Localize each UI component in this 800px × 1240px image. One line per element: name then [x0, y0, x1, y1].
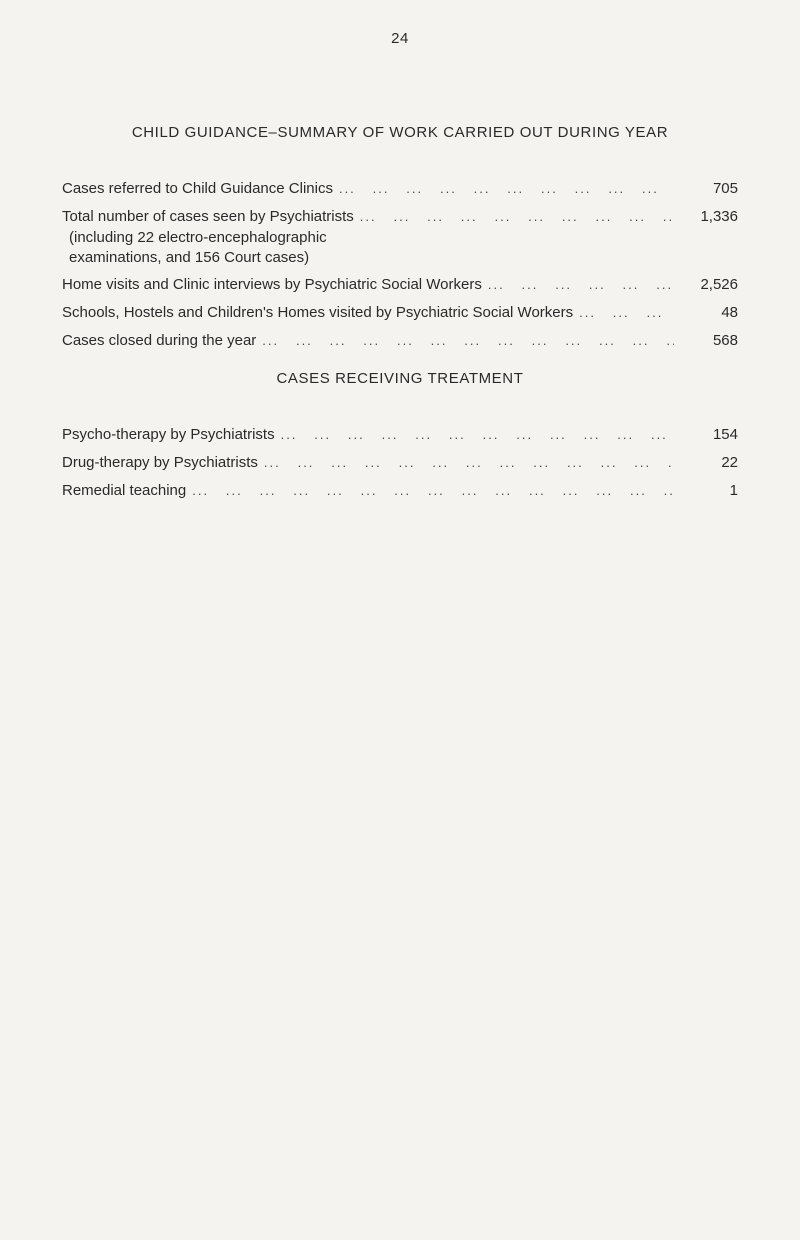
- row-label: Psycho-therapy by Psychiatrists: [62, 426, 275, 443]
- treatment-heading: CASES RECEIVING TREATMENT: [276, 370, 524, 387]
- row-label: Cases referred to Child Guidance Clinics: [62, 180, 333, 197]
- table-row: [62, 424, 738, 446]
- table-row: [62, 480, 738, 502]
- row-value: 154: [712, 426, 738, 443]
- row-value: 48: [721, 304, 738, 321]
- dot-leader: [281, 424, 674, 446]
- row-label: Total number of cases seen by Psychiatrists: [62, 208, 354, 225]
- dot-leader: [360, 206, 674, 228]
- row-value: 1,336: [700, 208, 738, 225]
- table-row: [62, 178, 738, 200]
- row-note-line: examinations, and 156 Court cases): [69, 249, 310, 266]
- row-value: 2,526: [700, 276, 738, 293]
- dot-leader: [488, 274, 674, 296]
- table-row: [62, 330, 738, 352]
- row-label: Remedial teaching: [62, 482, 187, 499]
- dot-leader: [264, 452, 674, 474]
- row-label: Schools, Hostels and Children's Homes visited by Psychiatric Social Workers: [62, 304, 574, 321]
- dot-leader: [192, 480, 674, 502]
- table-row: [62, 302, 738, 324]
- row-value: 22: [721, 454, 738, 471]
- row-note-line: (including 22 electro-encephalographic: [69, 229, 327, 246]
- row-label: Home visits and Clinic interviews by Psychiatric Social Workers: [62, 276, 482, 293]
- dot-leader: [262, 330, 674, 352]
- row-label: Cases closed during the year: [62, 332, 257, 349]
- page-number: 24: [391, 30, 409, 47]
- summary-heading: CHILD GUIDANCE–SUMMARY OF WORK CARRIED OUT DURING YEAR: [131, 124, 669, 141]
- table-row: [62, 206, 738, 268]
- table-row: [62, 452, 738, 474]
- row-label: Drug-therapy by Psychiatrists: [62, 454, 258, 471]
- row-value: 705: [712, 180, 738, 197]
- summary-table: [62, 178, 738, 358]
- dot-leader: [579, 302, 674, 324]
- row-value: 1: [729, 482, 738, 499]
- dot-leader: [339, 178, 674, 200]
- table-row: [62, 274, 738, 296]
- row-value: 568: [712, 332, 738, 349]
- treatment-table: [62, 424, 738, 508]
